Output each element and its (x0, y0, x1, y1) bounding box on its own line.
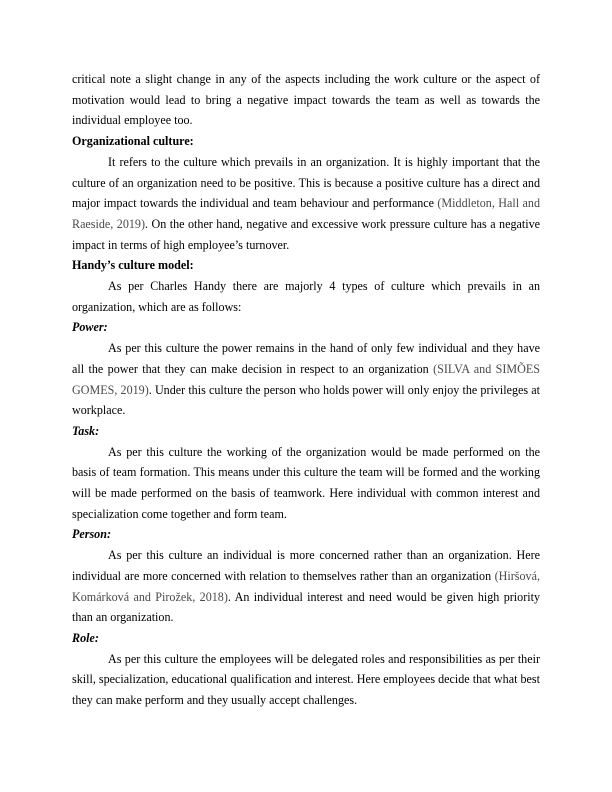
role-paragraph: As per this culture the employees will be delegated roles and responsibilities as per their skill, specialization, educational qualification and interest. Here employees decide that what best they can make perform and they usually accept challenges. (72, 651, 540, 708)
handy-model-paragraph: As per Charles Handy there are majorly 4 types of culture which prevails in an organization, which are as follows: (72, 279, 540, 314)
org-culture-text-2: . On the other hand, negative and excessive work pressure culture has a negative impact in terms of high employee’s turnover. (72, 216, 540, 252)
power-heading: Power: (72, 320, 108, 335)
intro-paragraph: critical note a slight change in any of the aspects including the work culture or the aspect of motivation would lead to bring a negative impact towards the team as well as towards the individual employee too. (72, 72, 540, 128)
org-culture-text-1: It refers to the culture which prevails in an organization. It is highly important that the culture of an organization need to be positive. This is because a positive culture has a direct and major impact towards the individual and team behaviour and performance (72, 154, 540, 211)
org-culture-paragraph (72, 152, 540, 256)
document-page (72, 69, 540, 711)
org-culture-heading: Organizational culture: (72, 134, 194, 149)
task-heading: Task: (72, 423, 100, 438)
task-paragraph: As per this culture the working of the organization would be made performed on the basis of team formation. This means under this culture the team will be formed and the working will be made performed on the basis of teamwork. Here individual with common interest and specialization come together and form team. (72, 444, 540, 521)
handy-model-heading: Handy’s culture model: (72, 258, 194, 273)
person-text-1: As per this culture an individual is more concerned rather than an organization. Here individual are more concerned with relation to themselves rather than an organization (72, 548, 540, 583)
power-text-2: . Under this culture the person who holds power will only enjoy the privileges at workplace. (72, 382, 540, 418)
person-heading: Person: (72, 527, 111, 542)
power-text-1: As per this culture the power remains in the hand of only few individual and they have all the power that they can make decision in respect to an organization (72, 341, 540, 376)
power-citation: (SILVA and SIMÕES GOMES, 2019) (72, 361, 540, 397)
person-text-2: . An individual interest and need would be given high priority than an organization. (72, 589, 541, 625)
role-heading: Role: (72, 630, 99, 645)
person-paragraph (72, 545, 540, 628)
power-paragraph (72, 338, 540, 421)
org-culture-citation: (Middleton, Hall and Raeside, 2019) (72, 196, 540, 231)
person-citation: (Hiršová, Komárková and Pirožek, 2018) (72, 568, 540, 604)
